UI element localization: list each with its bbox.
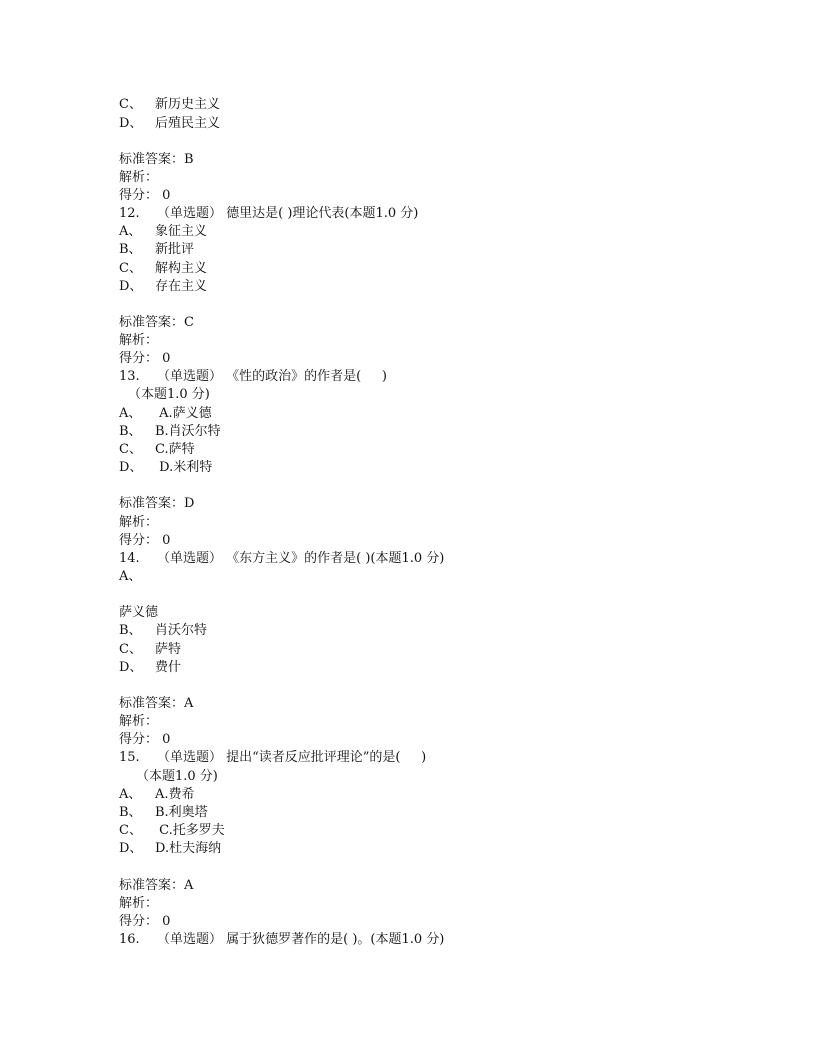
standard-answer: 标准答案：A [119,696,194,711]
question-13-continuation: （本题1.0 分) [128,387,210,402]
question-13: 13. （单选题） 《性的政治》的作者是( ) [119,369,387,384]
option-b: B、 B.利奥塔 [119,805,208,820]
score: 得分： 0 [119,914,171,929]
option-c: C、 C.萨特 [119,442,195,457]
question-15: 15. （单选题） 提出“读者反应批评理论”的是( ) [119,750,427,765]
standard-answer: 标准答案：A [119,878,194,893]
option-c: C、 新历史主义 [119,97,221,112]
analysis: 解析： [119,896,159,911]
option-c: C、 C.托多罗夫 [119,823,225,838]
option-a: A、 A.萨义德 [119,406,212,421]
option-c: C、 萨特 [119,642,182,657]
option-d: D、 D.米利特 [119,460,213,475]
score: 得分： 0 [119,188,171,203]
option-c: C、 解构主义 [119,261,208,276]
score: 得分： 0 [119,732,171,747]
standard-answer: 标准答案：D [119,496,195,511]
option-d: D、 后殖民主义 [119,116,221,131]
score: 得分： 0 [119,351,171,366]
analysis: 解析： [119,515,159,530]
question-14: 14. （单选题） 《东方主义》的作者是( )(本题1.0 分) [119,551,445,566]
option-d: D、 费什 [119,660,182,675]
analysis: 解析： [119,170,159,185]
standard-answer: 标准答案：B [119,152,194,167]
option-d: D、 存在主义 [119,279,208,294]
option-d: D、 D.杜夫海纳 [119,841,222,856]
option-a: A、 [119,569,142,584]
analysis: 解析： [119,333,159,348]
question-15-continuation: （本题1.0 分) [136,769,218,784]
analysis: 解析： [119,714,159,729]
score: 得分： 0 [119,533,171,548]
standard-answer: 标准答案：C [119,315,194,330]
option-b: B、 新批评 [119,242,195,257]
option-a-text: 萨义德 [119,605,159,620]
option-b: B、 肖沃尔特 [119,623,208,638]
question-16: 16. （单选题） 属于狄德罗著作的是( )。(本题1.0 分) [119,932,445,947]
option-a: A、 A.费希 [119,787,195,802]
option-a: A、 象征主义 [119,224,208,239]
question-12: 12. （单选题） 德里达是( )理论代表(本题1.0 分) [119,206,419,221]
option-b: B、 B.肖沃尔特 [119,424,221,439]
